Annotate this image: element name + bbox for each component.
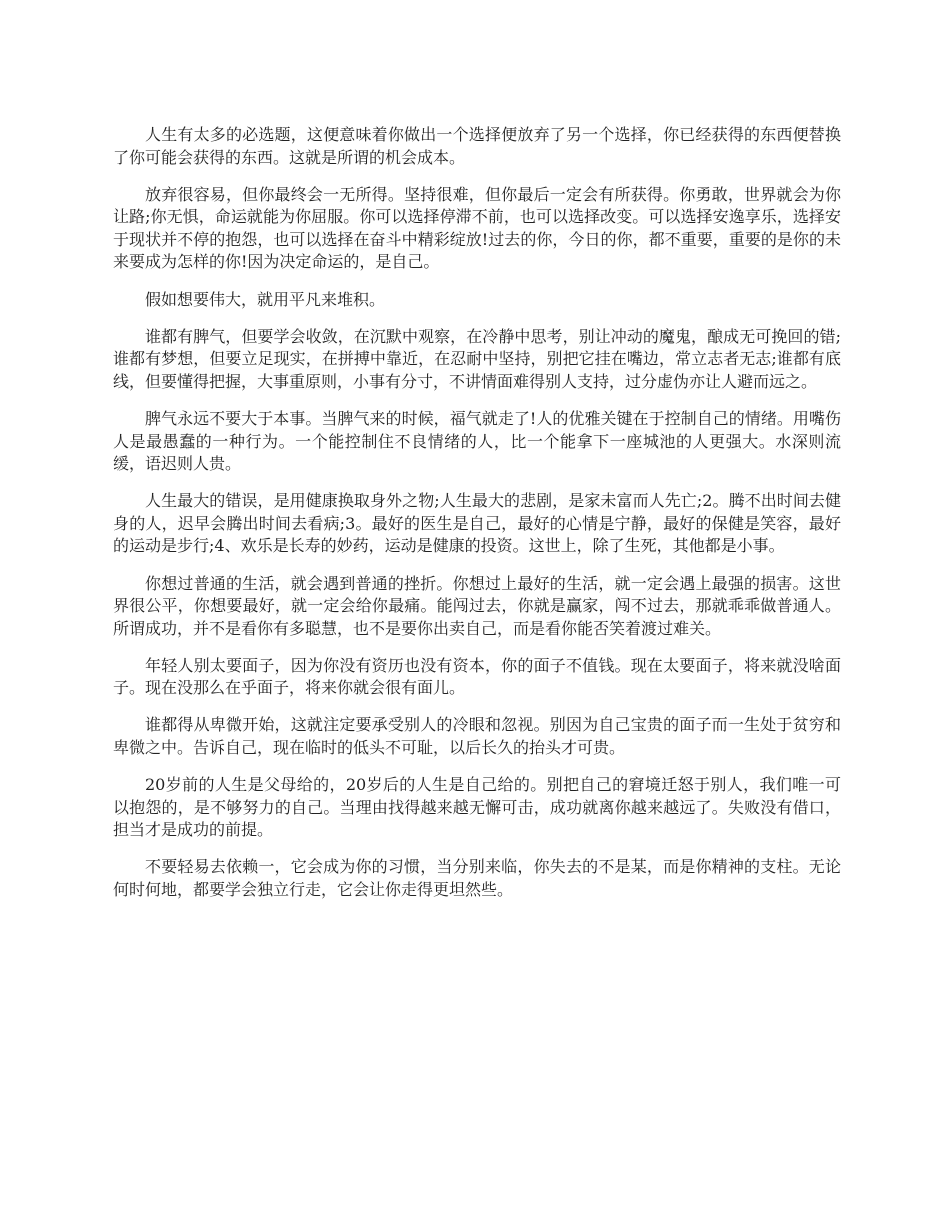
paragraph: 放弃很容易，但你最终会一无所得。坚持很难，但你最后一定会有所获得。你勇敢，世界就会为你让路;你无惧，命运就能为你屈服。你可以选择停滞不前，也可以选择改变。可以选择安逸享乐，选择安于现状并不停的抱怨，也可以选择在奋斗中精彩绽放!过去的你，今日的你，都不重要，重要的是你的未来要成为怎样的你!因为决定命运的，是自己。 bbox=[113, 184, 841, 272]
paragraph: 年轻人别太要面子，因为你没有资历也没有资本，你的面子不值钱。现在太要面子，将来就没啥面子。现在没那么在乎面子，将来你就会很有面儿。 bbox=[113, 655, 841, 698]
paragraph: 假如想要伟大，就用平凡来堆积。 bbox=[145, 289, 386, 309]
document-body bbox=[113, 124, 841, 916]
paragraph: 不要轻易去依赖一，它会成为你的习惯，当分别来临，你失去的不是某，而是你精神的支柱。无论何时何地，都要学会独立行走，它会让你走得更坦然些。 bbox=[113, 857, 841, 900]
paragraph: 谁都得从卑微开始，这就注定要承受别人的冷眼和忽视。别因为自己宝贵的面子而一生处于贫穷和卑微之中。告诉自己，现在临时的低头不可耻，以后长久的抬头才可贵。 bbox=[113, 715, 841, 758]
paragraph: 人生最大的错误，是用健康换取身外之物;人生最大的悲剧，是家未富而人先亡;2。腾不出时间去健身的人，迟早会腾出时间去看病;3。最好的医生是自己，最好的心情是宁静，最好的保健是笑容，最好的运动是步行;4、欢乐是长寿的妙药，运动是健康的投资。这世上，除了生死，其他都是小事。 bbox=[113, 491, 841, 556]
paragraph: 谁都有脾气，但要学会收敛，在沉默中观察，在冷静中思考，别让冲动的魔鬼，酿成无可挽回的错;谁都有梦想，但要立足现实，在拼搏中靠近，在忍耐中坚持，别把它挂在嘴边，常立志者无志;谁都有底线，但要懂得把握，大事重原则，小事有分寸，不讲情面难得别人支持，过分虚伪亦让人避而远之。 bbox=[113, 326, 841, 391]
paragraph: 人生有太多的必选题，这便意味着你做出一个选择便放弃了另一个选择，你已经获得的东西便替换了你可能会获得的东西。这就是所谓的机会成本。 bbox=[113, 125, 841, 167]
paragraph: 脾气永远不要大于本事。当脾气来的时候，福气就走了!人的优雅关键在于控制自己的情绪。用嘴伤人是最愚蠢的一种行为。一个能控制住不良情绪的人，比一个能拿下一座城池的人更强大。水深则流缓，语迟则人贵。 bbox=[113, 408, 841, 474]
paragraph: 你想过普通的生活，就会遇到普通的挫折。你想过上最好的生活，就一定会遇上最强的损害。这世界很公平，你想要最好，就一定会给你最痛。能闯过去，你就是赢家，闯不过去，那就乖乖做普通人。所谓成功，并不是看你有多聪慧，也不是要你出卖自己，而是看你能否笑着渡过难关。 bbox=[113, 573, 841, 638]
paragraph: 20岁前的人生是父母给的，20岁后的人生是自己给的。别把自己的窘境迁怒于别人，我们唯一可以抱怨的，是不够努力的自己。当理由找得越来越无懈可击，成功就离你越来越远了。失败没有借口，担当才是成功的前提。 bbox=[113, 775, 841, 840]
